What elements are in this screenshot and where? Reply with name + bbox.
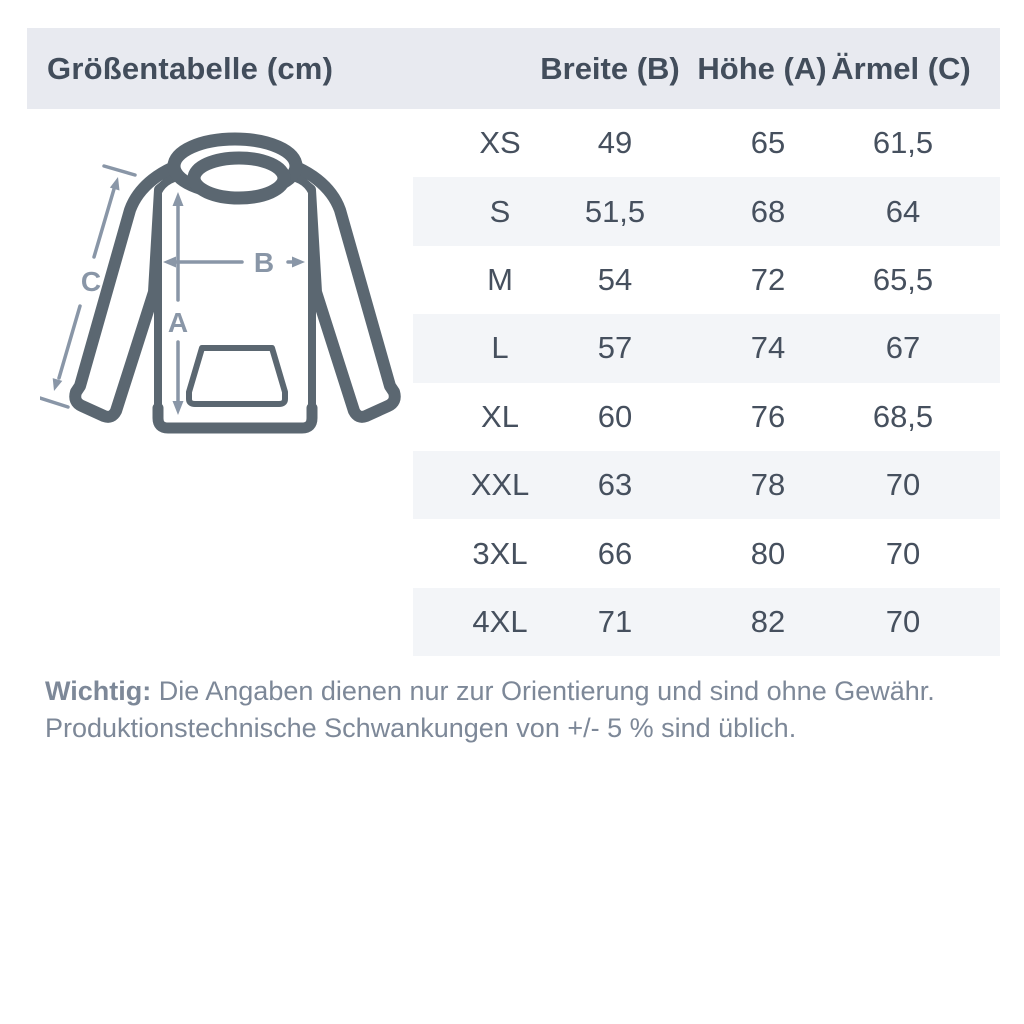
size-row-m <box>413 246 1000 314</box>
aermel-value: 70 <box>885 535 921 571</box>
aermel-value: 61,5 <box>872 125 934 161</box>
hoehe-value: 76 <box>750 398 786 434</box>
column-header-breite: Breite (B) <box>540 50 680 86</box>
hoehe-value: 74 <box>750 330 786 366</box>
size-row-3xl <box>413 519 1000 587</box>
breite-value: 54 <box>597 261 633 297</box>
aermel-value: 64 <box>885 193 921 229</box>
hoehe-value: 65 <box>750 125 786 161</box>
dimension-label-b: B <box>253 247 275 278</box>
hoodie-measurement-diagram <box>40 130 420 460</box>
aermel-value: 65,5 <box>872 261 934 297</box>
aermel-value: 70 <box>885 603 921 639</box>
hoehe-value: 72 <box>750 261 786 297</box>
breite-value: 51,5 <box>584 193 646 229</box>
size-label: L <box>491 330 509 366</box>
hoehe-value: 68 <box>750 193 786 229</box>
hoodie-pocket <box>189 348 285 404</box>
hoehe-value: 80 <box>750 535 786 571</box>
disclaimer-note <box>45 673 975 747</box>
hoodie-hood-inner <box>194 158 284 198</box>
size-label: XXL <box>470 467 530 503</box>
size-row-xs <box>413 109 1000 177</box>
size-row-s <box>413 177 1000 245</box>
size-label: XL <box>481 398 519 434</box>
breite-value: 60 <box>597 398 633 434</box>
size-label: XS <box>479 125 521 161</box>
dimension-label-a: A <box>167 307 189 338</box>
breite-value: 66 <box>597 535 633 571</box>
aermel-value: 68,5 <box>872 398 934 434</box>
breite-value: 71 <box>597 603 633 639</box>
disclaimer-line-1 <box>45 673 975 710</box>
size-label: M <box>487 261 513 297</box>
disclaimer-text-1: Die Angaben dienen nur zur Orientierung und sind ohne Gewähr. <box>151 676 935 706</box>
hoehe-value: 78 <box>750 467 786 503</box>
aermel-value: 67 <box>885 330 921 366</box>
size-table <box>413 109 1000 656</box>
size-row-xl <box>413 383 1000 451</box>
breite-value: 57 <box>597 330 633 366</box>
size-chart-title: Größentabelle (cm) <box>47 50 334 86</box>
size-row-xxl <box>413 451 1000 519</box>
size-label: 3XL <box>472 535 528 571</box>
disclaimer-emphasis: Wichtig: <box>45 676 152 706</box>
size-row-l <box>413 314 1000 382</box>
column-header-aermel: Ärmel (C) <box>831 50 971 86</box>
disclaimer-line-2: Produktionstechnische Schwankungen von +/- 5 % sind üblich. <box>45 713 797 743</box>
size-chart-header-band <box>27 28 1000 109</box>
breite-value: 49 <box>597 125 633 161</box>
hoehe-value: 82 <box>750 603 786 639</box>
aermel-value: 70 <box>885 467 921 503</box>
size-label: 4XL <box>472 603 528 639</box>
hoodie-diagram-svg <box>40 130 420 460</box>
breite-value: 63 <box>597 467 633 503</box>
size-row-4xl <box>413 588 1000 656</box>
column-header-hoehe: Höhe (A) <box>697 50 827 86</box>
dimension-label-c: C <box>80 266 102 297</box>
size-label: S <box>489 193 511 229</box>
